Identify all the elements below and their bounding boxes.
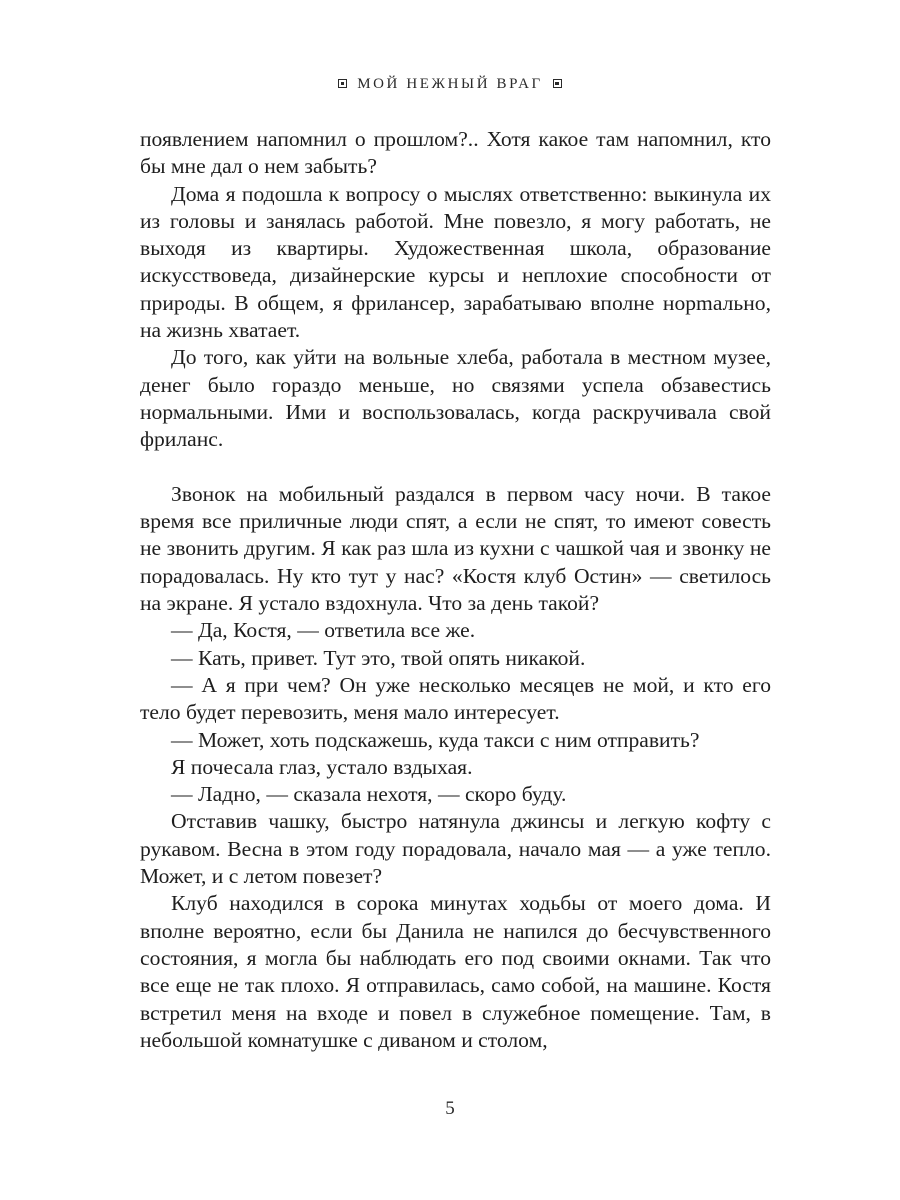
paragraph: До того, как уйти на вольные хлеба, работала в местном музее, денег было гораздо меньше, но связями успела обзавестись нормальными. Ими и воспользовалась, когда раскручивала свой фриланс. (140, 345, 771, 452)
book-title: МОЙ НЕЖНЫЙ ВРАГ (357, 76, 543, 92)
ornament-left-icon (338, 79, 347, 88)
paragraph: Отставив чашку, быстро натянула джинсы и легкую кофту с рукавом. Весна в этом году порадовала, начало мая — а уже тепло. Может, и с летом повезет? (140, 809, 771, 889)
paragraph: Клуб находился в сорока минутах ходьбы от моего дома. И вполне вероятно, если бы Данила не напился до бесчувственного состояния, я могла бы наблюдать его под своими окнами. Так что все еще не так плохо. Я отправилась, само собой, на машине. Костя встретил меня на входе и повел в служебное помещение. Там, в небольшой комнатушке с диваном и столом, (140, 891, 771, 1052)
body-text (140, 126, 771, 1054)
running-header (0, 76, 900, 93)
dialogue-line: — Кать, привет. Тут это, твой опять никакой. (171, 645, 586, 670)
paragraph: Я почесала глаз, устало вздыхая. (171, 754, 473, 779)
paragraph: появлением напомнил о прошлом?.. Хотя какое там напомнил, кто бы мне дал о нем забыть? (140, 127, 771, 179)
section-break (140, 454, 771, 481)
dialogue-line: — А я при чем? Он уже несколько месяцев не мой, и кто его тело будет перевозить, меня мало интересует. (140, 672, 771, 725)
paragraph: Дома я подошла к вопросу о мыслях ответственно: выкинула их из головы и занялась работой. Мне повезло, я могу работать, не выходя из квартиры. Художественная школа, образование искусствоведа, дизайнерские курсы и неплохие способности от природы. В общем, я фрилансер, зарабатываю вполне норmально, на жизнь хватает. (140, 181, 771, 343)
paragraph: Звонок на мобильный раздался в первом часу ночи. В такое время все приличные люди спят, а если не спят, то имеют совесть не звонить другим. Я как раз шла из кухни с чашкой чая и звонку не порадовалась. Ну кто тут у нас? «Костя клуб Остин» — светилось на экране. Я устало вздохнула. Что за день такой? (140, 481, 771, 616)
dialogue-line: — Ладно, — сказала нехотя, — скоро буду. (171, 782, 567, 807)
ornament-right-icon (553, 79, 562, 88)
page-number: 5 (445, 1098, 455, 1119)
dialogue-line: — Может, хоть подскажешь, куда такси с ним отправить? (171, 727, 700, 752)
dialogue-line: — Да, Костя, — ответила все же. (171, 618, 476, 643)
